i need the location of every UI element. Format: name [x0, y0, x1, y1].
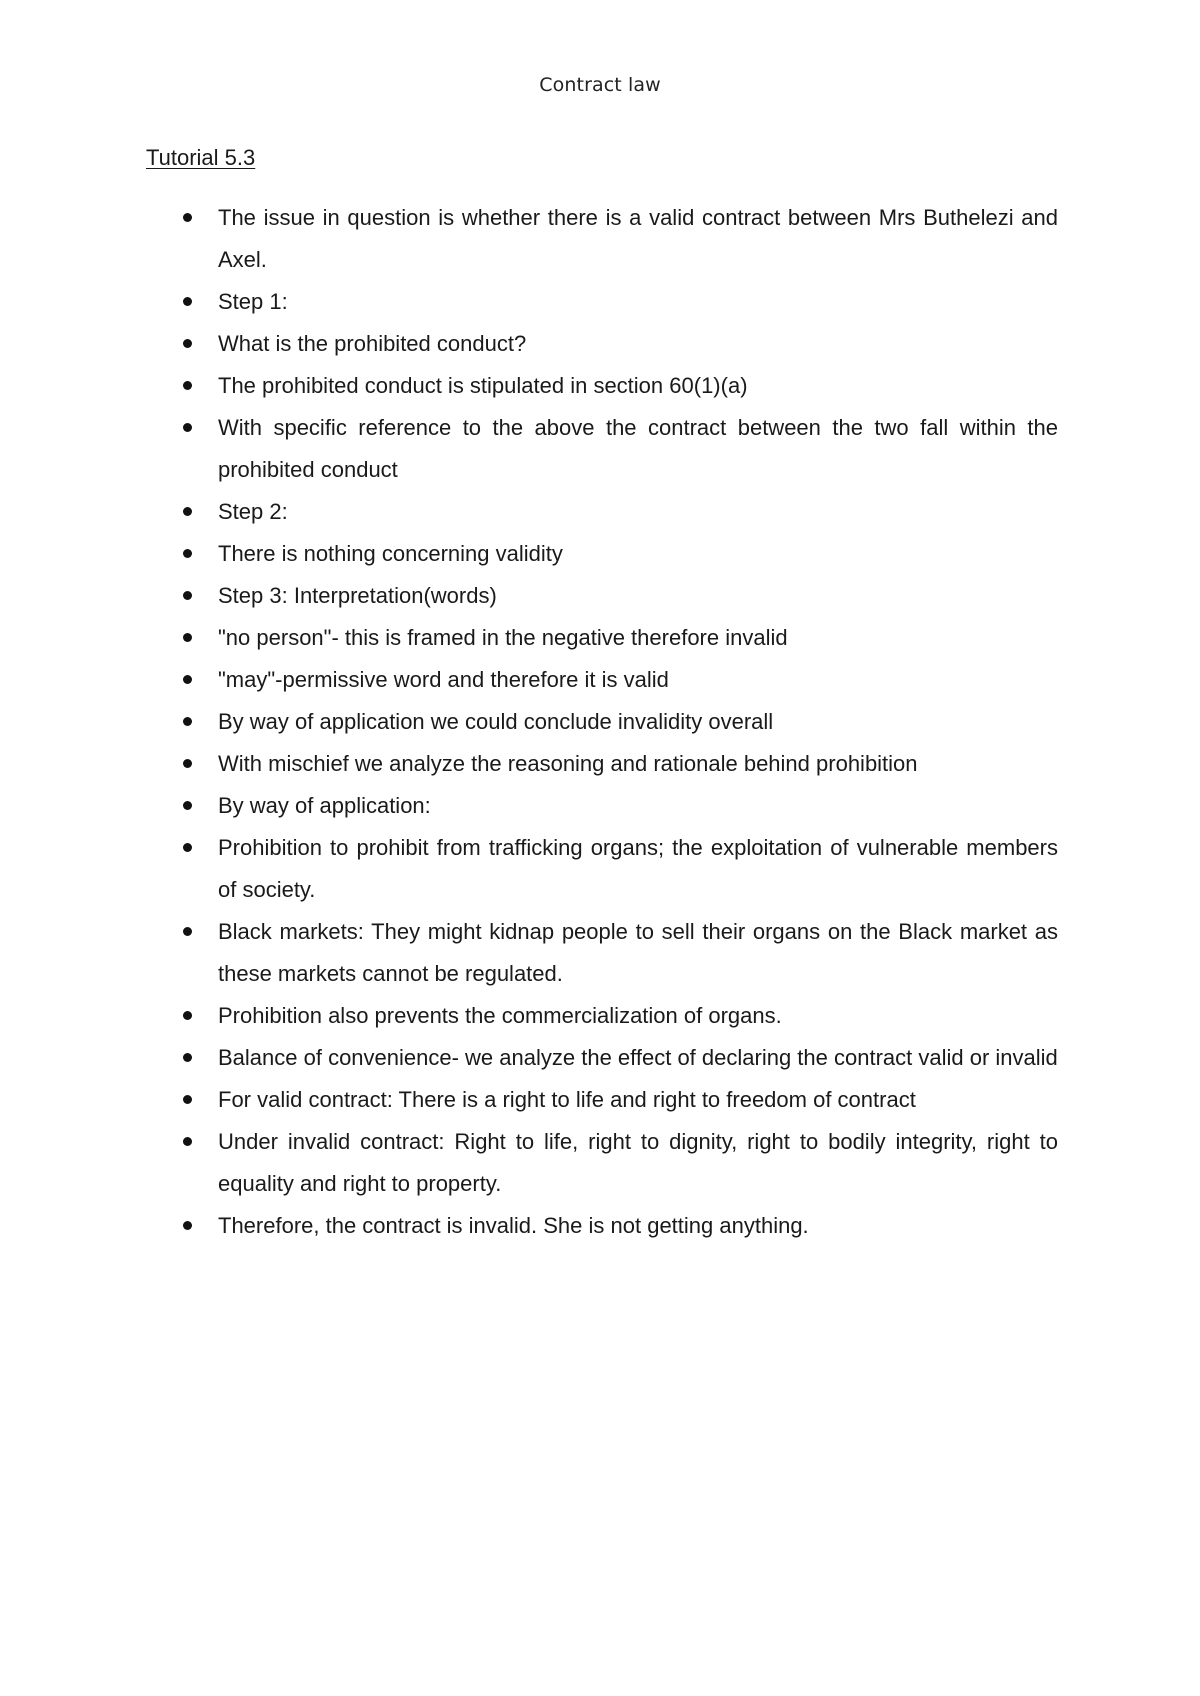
bullet-dot-icon	[183, 717, 192, 726]
bullet-dot-icon	[183, 381, 192, 390]
bullet-item	[0, 743, 1058, 785]
bullet-dot-icon	[183, 339, 192, 348]
bullet-text: Step 2:	[218, 499, 288, 524]
bullet-dot-icon	[183, 927, 192, 936]
bullet-dot-icon	[183, 423, 192, 432]
bullet-dot-icon	[183, 1011, 192, 1020]
bullet-item	[0, 1205, 1058, 1247]
bullet-item	[0, 365, 1058, 407]
bullet-text: Therefore, the contract is invalid. She is not getting anything.	[218, 1213, 809, 1238]
bullet-dot-icon	[183, 843, 192, 852]
bullet-item	[0, 281, 1058, 323]
bullet-text: The prohibited conduct is stipulated in section 60(1)(a)	[218, 373, 748, 398]
bullet-text: Step 3: Interpretation(words)	[218, 583, 497, 608]
bullet-item	[0, 323, 1058, 365]
bullet-item	[0, 407, 1058, 491]
bullet-text: "no person"- this is framed in the negative therefore invalid	[218, 625, 788, 650]
bullet-text: By way of application we could conclude invalidity overall	[218, 709, 774, 734]
bullet-text: With specific reference to the above the contract between the two fall within the prohibited conduct	[218, 415, 1058, 482]
bullet-item	[0, 197, 1058, 281]
bullet-item	[0, 1121, 1058, 1205]
bullet-dot-icon	[183, 759, 192, 768]
bullet-text: What is the prohibited conduct?	[218, 331, 527, 356]
bullet-dot-icon	[183, 1095, 192, 1104]
bullet-item	[0, 911, 1058, 995]
bullet-item	[0, 827, 1058, 911]
bullet-text: There is nothing concerning validity	[218, 541, 563, 566]
bullet-item	[0, 1037, 1058, 1079]
bullet-item	[0, 1079, 1058, 1121]
document-title: Tutorial 5.3	[146, 145, 256, 170]
bullet-text: Balance of convenience- we analyze the effect of declaring the contract valid or invalid	[218, 1045, 1058, 1070]
bullet-dot-icon	[183, 507, 192, 516]
running-header: Contract law	[539, 74, 661, 96]
bullet-text: Prohibition also prevents the commercialization of organs.	[218, 1003, 782, 1028]
bullet-item	[0, 701, 1058, 743]
bullet-item	[0, 785, 1058, 827]
bullet-item	[0, 617, 1058, 659]
bullet-dot-icon	[183, 591, 192, 600]
bullet-item	[0, 659, 1058, 701]
bullet-dot-icon	[183, 633, 192, 642]
bullet-text: The issue in question is whether there is a valid contract between Mrs Buthelezi and Axel.	[218, 205, 1058, 272]
bullet-text: For valid contract: There is a right to life and right to freedom of contract	[218, 1087, 916, 1112]
bullet-text: Step 1:	[218, 289, 288, 314]
bullet-dot-icon	[183, 675, 192, 684]
bullet-text: Prohibition to prohibit from trafficking organs; the exploitation of vulnerable members of society.	[218, 835, 1058, 902]
bullet-dot-icon	[183, 801, 192, 810]
bullet-dot-icon	[183, 549, 192, 558]
bullet-list	[0, 197, 1200, 1247]
bullet-dot-icon	[183, 1137, 192, 1146]
bullet-text: With mischief we analyze the reasoning and rationale behind prohibition	[218, 751, 918, 776]
bullet-text: Black markets: They might kidnap people to sell their organs on the Black market as these markets cannot be regulated.	[218, 919, 1058, 986]
bullet-text: "may"-permissive word and therefore it is valid	[218, 667, 669, 692]
bullet-item	[0, 575, 1058, 617]
bullet-dot-icon	[183, 213, 192, 222]
bullet-text: By way of application:	[218, 793, 431, 818]
bullet-item	[0, 533, 1058, 575]
bullet-dot-icon	[183, 1221, 192, 1230]
bullet-item	[0, 491, 1058, 533]
bullet-dot-icon	[183, 1053, 192, 1062]
bullet-text: Under invalid contract: Right to life, right to dignity, right to bodily integrity, right to equality and right to property.	[218, 1129, 1058, 1196]
bullet-dot-icon	[183, 297, 192, 306]
bullet-item	[0, 995, 1058, 1037]
